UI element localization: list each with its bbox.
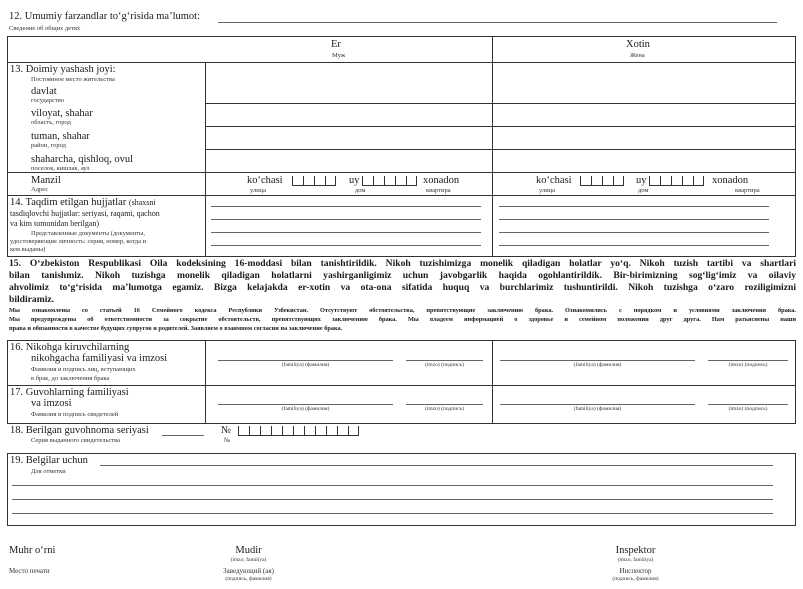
notes-line[interactable] <box>12 499 773 500</box>
stamp-place-label-ru: Место печати <box>9 567 50 575</box>
spouses-signature-label-line2: nikohgacha familiyasi va imzosi <box>31 353 168 364</box>
male-column-header-ru: Муж <box>332 52 346 59</box>
residence-label-ru: Постоянное место жительства <box>31 76 115 83</box>
head-title: Mudir <box>235 545 262 556</box>
male-signature-caption: (imzo) (подпись) <box>425 362 464 368</box>
declaration-uz-line2: bilan tanishmiz. Nikoh tuzishga monelik qiladigan holatlarni yashirganligimiz uchun javobgarlik haqida ogohlantirildik. Bir-birimizning sog‘lig‘imiz va oilaviy <box>9 270 796 281</box>
inspector-title-ru: Инспектор <box>619 567 652 575</box>
male-street-label: ko‘chasi <box>247 175 283 186</box>
female-country-cell[interactable] <box>493 63 795 103</box>
spouses-signature-label-ru2: в брак, до заключения брака <box>31 375 110 382</box>
documents-label-line3: va kim tomonidan berilgan) <box>10 219 100 228</box>
female-apartment-label: xonadon <box>712 175 749 186</box>
female-signature-line[interactable] <box>708 360 788 361</box>
documents-label-ru2: удостоверяющие личность: серия, номер, когда и <box>10 238 147 245</box>
documents-label-ru3: кем выданы) <box>10 246 46 253</box>
children-info-field[interactable] <box>218 22 777 23</box>
male-doc-line[interactable] <box>211 232 481 233</box>
male-doc-line[interactable] <box>211 206 481 207</box>
female-house-label-ru: дом <box>638 187 649 194</box>
female-region-cell[interactable] <box>493 104 795 126</box>
village-label: shaharcha, qishloq, ovul <box>31 154 134 165</box>
witness2-surname-caption: (familiya) (фамилия) <box>573 406 622 412</box>
witnesses-label-line2: va imzosi <box>31 398 72 409</box>
female-doc-line[interactable] <box>499 219 769 220</box>
female-surname-line[interactable] <box>500 360 695 361</box>
head-signature-caption-ru: (подпись, фамилия) <box>225 576 272 582</box>
children-info-label-ru: Сведение об общих детях <box>9 25 81 32</box>
female-doc-line[interactable] <box>499 245 769 246</box>
village-label-ru: поселок, кишлак, аул <box>31 165 90 172</box>
male-house-label-ru: дом <box>355 187 366 194</box>
female-column-header-ru: Жена <box>630 52 645 59</box>
male-district-cell[interactable] <box>206 127 492 149</box>
country-label: davlat <box>31 86 57 97</box>
notes-label-ru: Для отметки <box>31 468 66 475</box>
spouses-signature-label: 16. Nikohga kiruvchilarning <box>10 342 130 353</box>
male-doc-line[interactable] <box>211 245 481 246</box>
male-region-cell[interactable] <box>206 104 492 126</box>
residence-label: 13. Doimiy yashash joyi: <box>10 64 116 75</box>
stamp-place-label: Muhr o‘rni <box>9 545 56 556</box>
female-house-label: uy <box>636 175 647 186</box>
witness1-signature-caption: (imzo) (подпись) <box>425 406 464 412</box>
female-street-label-ru: улица <box>539 187 556 194</box>
notes-label: 19. Belgilar uchun <box>10 455 88 466</box>
witnesses-label-ru: Фамилия и подпись свидетелей <box>31 411 119 418</box>
certificate-number-boxes[interactable] <box>238 426 359 436</box>
district-label: tuman, shahar <box>31 131 90 142</box>
male-column-header: Er <box>331 39 341 50</box>
region-city-label: viloyat, shahar <box>31 108 93 119</box>
documents-label-ru1: Представленные документы (документы, <box>31 230 146 237</box>
female-doc-line[interactable] <box>499 232 769 233</box>
documents-label-line2: tasdiqlovchi hujjatlar: seriyasi, raqami, qachon <box>10 209 160 218</box>
female-house-boxes[interactable] <box>649 176 704 186</box>
certificate-series-label: 18. Berilgan guvohnoma seriyasi <box>10 425 149 436</box>
male-surname-line[interactable] <box>218 360 393 361</box>
male-country-cell[interactable] <box>206 63 492 103</box>
declaration-ru-line1: Мы ознакомлены со статьей 16 Семейного кодекса Республики Узбекистан. Отсутствуют обстоятельства, препятствующие заключению брака. Ознакомились с порядком и условиями заключения брака. <box>9 307 796 314</box>
male-surname-caption: (familiya) (фамилия) <box>281 362 330 368</box>
female-signature-caption: (imzo) (подпись) <box>728 362 768 368</box>
declaration-uz-line3: ahvolimiz to‘g‘risida ma’lumotga egamiz. Bizga kelajakda er-xotin va ota-ona sifatida huquq va burchlarimiz tushuntirildi. Nikoh tuzishga o‘zaro roziligimizni <box>9 282 796 293</box>
inspector-signature-caption: (imzo, familiya) <box>617 557 654 563</box>
declaration-uz-line1: 15. O‘zbekiston Respublikasi Oila kodeksining 16-moddasi bilan tanishtirildik. Nikoh tuzishimizga monelik qiladigan holatlar yo‘q. Nikoh tuzish tartibi va shartlari <box>9 258 796 269</box>
male-apartment-label: xonadon <box>423 175 460 186</box>
male-signature-line[interactable] <box>406 360 483 361</box>
male-street-label-ru: улица <box>250 187 267 194</box>
witness2-signature-line[interactable] <box>708 404 788 405</box>
witness2-surname-line[interactable] <box>500 404 695 405</box>
certificate-series-label-ru: Серия выданного свидетельства <box>31 437 121 444</box>
witness1-signature-line[interactable] <box>406 404 483 405</box>
witness2-signature-caption: (imzo) (подпись) <box>728 406 768 412</box>
male-house-boxes[interactable] <box>362 176 417 186</box>
female-apartment-label-ru: квартира <box>735 187 760 194</box>
female-street-label: ko‘chasi <box>536 175 572 186</box>
notes-line[interactable] <box>100 465 773 466</box>
documents-label: 14. Taqdim etilgan hujjatlar (shaxsni <box>10 197 156 208</box>
male-doc-line[interactable] <box>211 219 481 220</box>
spouses-signature-label-ru1: Фамилия и подпись лиц, вступающих <box>31 366 136 373</box>
district-label-ru: район, город <box>31 142 66 149</box>
female-doc-line[interactable] <box>499 206 769 207</box>
declaration-uz-line4: bildiramiz. <box>9 294 55 305</box>
notes-line[interactable] <box>12 485 773 486</box>
region-city-label-ru: область, город <box>31 119 71 126</box>
notes-line[interactable] <box>12 513 773 514</box>
country-label-ru: государство <box>31 97 64 104</box>
declaration-ru-line2: Мы предупреждены об ответственности за сокрытие обстоятельств, препятствующих заключению брака. Мы владеем информацией о здоровье и семейном положении друг друга. Нам разъяснены наши <box>9 316 796 323</box>
inspector-signature-caption-ru: (подпись, фамилия) <box>612 576 659 582</box>
address-label: Manzil <box>31 175 61 186</box>
inspector-title: Inspektor <box>615 545 656 556</box>
female-column-header: Xotin <box>626 39 650 50</box>
head-title-ru: Заведующий (ая) <box>223 567 274 575</box>
male-house-label: uy <box>349 175 360 186</box>
male-village-cell[interactable] <box>206 150 492 172</box>
certificate-number-symbol-ru: № <box>224 437 231 444</box>
female-district-cell[interactable] <box>493 127 795 149</box>
certificate-number-symbol: № <box>221 425 232 436</box>
witness1-surname-caption: (familiya) (фамилия) <box>281 406 330 412</box>
notes-box <box>7 453 796 526</box>
head-signature-caption: (imzo, familiya) <box>230 557 267 563</box>
declaration-ru-line3: права и обязанности в качестве будущих супругов и родителей. Заявляем о взаимном согласии на заключение брака. <box>9 325 343 332</box>
female-surname-caption: (familiya) (фамилия) <box>573 362 622 368</box>
children-info-label: 12. Umumiy farzandlar to‘g‘risida ma’lumot: <box>9 11 200 22</box>
male-apartment-label-ru: квартира <box>426 187 451 194</box>
female-village-cell[interactable] <box>493 150 795 172</box>
male-street-boxes[interactable] <box>292 176 336 186</box>
female-street-boxes[interactable] <box>580 176 624 186</box>
witness1-surname-line[interactable] <box>218 404 393 405</box>
witnesses-label: 17. Guvohlarning familiyasi <box>10 387 129 398</box>
certificate-series-field[interactable] <box>162 435 204 436</box>
address-label-ru: Адрес <box>31 186 49 193</box>
